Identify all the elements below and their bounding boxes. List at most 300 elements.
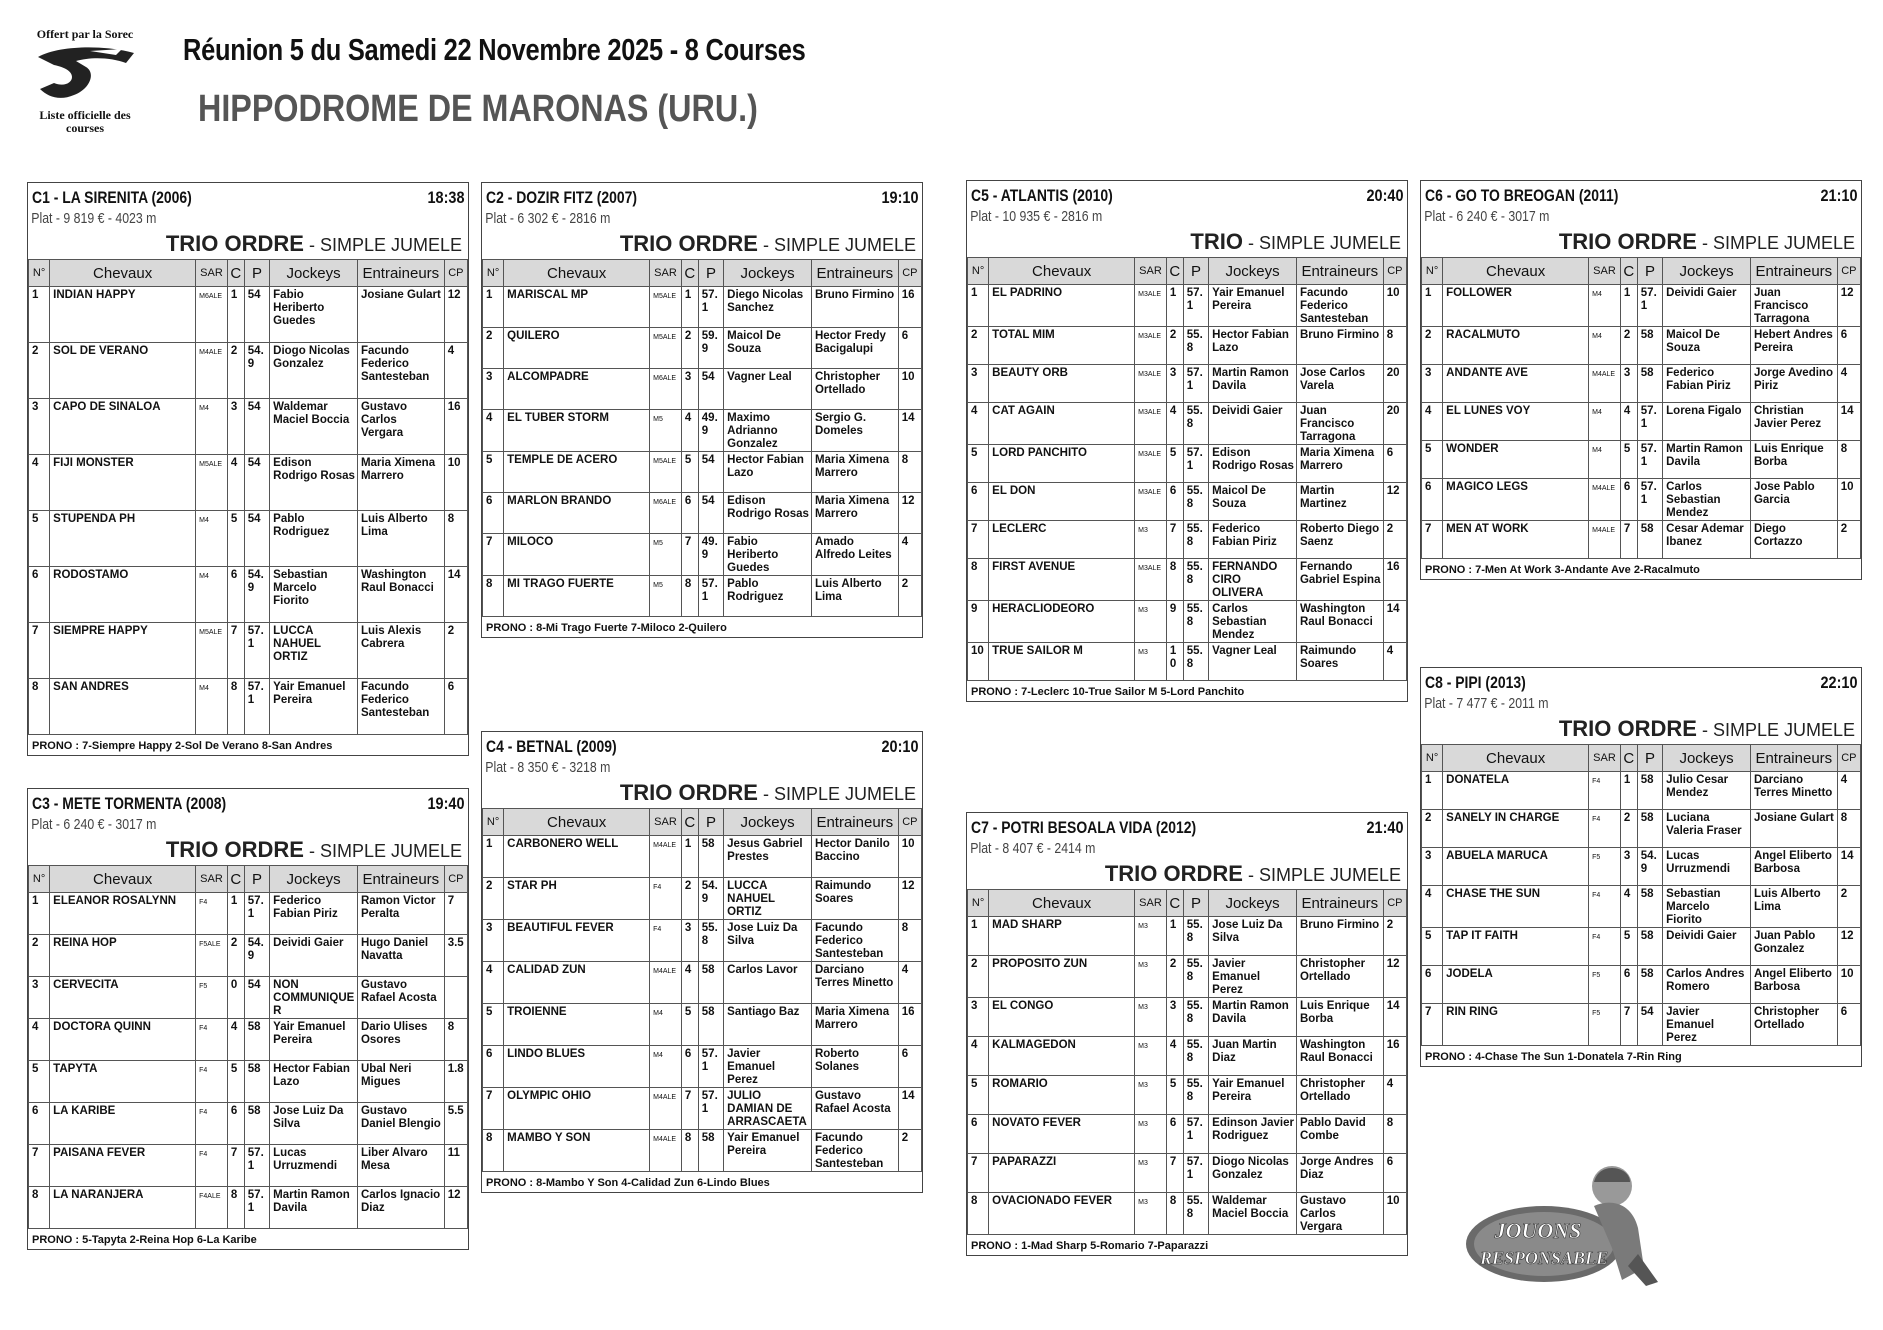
runner-number: 5 (29, 1061, 50, 1103)
horse-name: CERVECITA (50, 977, 196, 1019)
column-header: SAR (1589, 745, 1621, 772)
runner-cp: 2 (444, 623, 467, 679)
runner-cp: 1.8 (444, 1061, 467, 1103)
jockey-name: LUCCA NAHUEL ORTIZ (724, 878, 812, 920)
jockey-name: Jose Luiz Da Silva (1209, 917, 1297, 956)
runner-corde: 5 (1620, 928, 1637, 966)
table-row (968, 483, 1407, 521)
runner-poids: 54.9 (698, 878, 723, 920)
runner-poids: 54.9 (244, 567, 269, 623)
runner-sar: M3ALE (1135, 365, 1167, 403)
runner-corde: 8 (681, 1130, 698, 1172)
runner-poids: 55.8 (1183, 521, 1208, 559)
sorec-logo (25, 28, 145, 146)
runner-number: 2 (29, 935, 50, 977)
runner-poids: 54 (244, 287, 269, 343)
jockey-name: Cesar Ademar Ibanez (1663, 521, 1751, 559)
table-row (483, 920, 922, 962)
prono-line: PRONO : 4-Chase The Sun 1-Donatela 7-Rin Ring (1425, 1051, 1682, 1063)
horse-name: MAD SHARP (989, 917, 1135, 956)
table-row (968, 917, 1407, 956)
runner-poids: 57.1 (1637, 441, 1662, 479)
runner-number: 2 (483, 878, 504, 920)
runner-sar: F4 (196, 1019, 228, 1061)
column-header: N° (1422, 745, 1443, 772)
jockey-name: Yair Emanuel Pereira (1209, 1076, 1297, 1115)
trainer-name: Pablo David Combe (1296, 1115, 1383, 1154)
bet-main: TRIO ORDRE (165, 231, 304, 256)
runner-sar: M4 (1589, 441, 1621, 479)
runner-cp: 6 (444, 679, 467, 735)
table-row (29, 1187, 468, 1229)
runner-corde: 2 (1166, 327, 1183, 365)
horse-name: STUPENDA PH (50, 511, 196, 567)
trainer-name: Juan Francisco Tarragona (1750, 285, 1837, 327)
race-name: C1 - LA SIRENITA (2006) (32, 188, 192, 207)
column-header: P (244, 866, 269, 893)
runner-sar: M4 (196, 511, 228, 567)
runner-cp: 10 (1383, 285, 1406, 327)
runner-cp: 2 (1837, 521, 1860, 559)
runner-cp: 6 (1383, 1154, 1406, 1193)
trainer-name: Roberto Solanes (811, 1046, 898, 1088)
runner-cp: 12 (1837, 285, 1860, 327)
runner-sar: M3 (1135, 643, 1167, 681)
runner-number: 7 (483, 534, 504, 576)
horse-name: MEN AT WORK (1443, 521, 1589, 559)
trainer-name: Maria Ximena Marrero (357, 455, 444, 511)
runner-cp: 12 (1383, 956, 1406, 998)
bet-types (1421, 229, 1861, 257)
runner-sar: M6ALE (196, 287, 228, 343)
runner-corde: 4 (681, 962, 698, 1004)
venue-title: HIPPODROME DE MARONAS (URU.) (198, 88, 758, 130)
prono-line: PRONO : 8-Mi Trago Fuerte 7-Miloco 2-Quilero (486, 622, 727, 634)
runner-number: 5 (1422, 928, 1443, 966)
runners-table (967, 257, 1407, 681)
runner-number: 7 (1422, 521, 1443, 559)
runner-corde: 2 (1166, 956, 1183, 998)
trainer-name: Facundo Federico Santesteban (811, 1130, 898, 1172)
trainer-name: Luis Alberto Lima (811, 576, 898, 617)
horse-name: SAN ANDRES (50, 679, 196, 735)
runner-sar: F4 (1589, 810, 1621, 848)
bet-types (967, 861, 1407, 889)
table-row (29, 287, 468, 343)
runner-cp: 8 (1837, 810, 1860, 848)
trainer-name: Christian Javier Perez (1750, 403, 1837, 441)
column-header: CP (444, 260, 467, 287)
trainer-name: Roberto Diego Saenz (1296, 521, 1383, 559)
runner-corde: 7 (227, 1145, 244, 1187)
table-row (29, 455, 468, 511)
column-header: CP (1837, 258, 1860, 285)
trainer-name: Luis Enrique Borba (1750, 441, 1837, 479)
runner-sar: F5ALE (196, 935, 228, 977)
jockey-name: Martin Ramon Davila (1209, 998, 1297, 1037)
trainer-name: Liber Alvaro Mesa (357, 1145, 444, 1187)
trainer-name: Diego Cortazzo (1750, 521, 1837, 559)
prono-line: PRONO : 5-Tapyta 2-Reina Hop 6-La Karibe (32, 1234, 257, 1246)
column-header: Jockeys (270, 866, 358, 893)
column-header: Entraineurs (1296, 258, 1383, 285)
runner-corde: 3 (1620, 365, 1637, 403)
trainer-name: Bruno Firmino (811, 287, 898, 328)
runner-poids: 57.1 (1183, 365, 1208, 403)
horse-name: KALMAGEDON (989, 1037, 1135, 1076)
runner-corde: 1 (1620, 285, 1637, 327)
jockey-name: Edison Rodrigo Rosas (1209, 445, 1297, 483)
runner-sar: M3ALE (1135, 285, 1167, 327)
runner-number: 4 (1422, 886, 1443, 928)
runner-sar: M3 (1135, 1037, 1167, 1076)
column-header: P (1183, 258, 1208, 285)
trainer-name: Darciano Terres Minetto (811, 962, 898, 1004)
column-header: Chevaux (50, 260, 196, 287)
table-row (483, 576, 922, 617)
jockey-name: Yair Emanuel Pereira (1209, 285, 1297, 327)
runner-corde: 2 (681, 878, 698, 920)
table-row (483, 1004, 922, 1046)
jockey-name: Javier Emanuel Perez (1209, 956, 1297, 998)
runner-corde: 5 (681, 452, 698, 493)
horse-name: MAGICO LEGS (1443, 479, 1589, 521)
runner-sar: M4 (196, 567, 228, 623)
trainer-name: Hector Danilo Baccino (811, 836, 898, 878)
column-header: Entraineurs (811, 260, 898, 287)
column-header: N° (29, 260, 50, 287)
horse-name: EL LUNES VOY (1443, 403, 1589, 441)
runner-cp: 10 (898, 836, 921, 878)
horse-name: PAISANA FEVER (50, 1145, 196, 1187)
runner-corde: 4 (227, 1019, 244, 1061)
trainer-name: Maria Ximena Marrero (811, 493, 898, 534)
runner-corde: 8 (681, 576, 698, 617)
runner-sar: M4ALE (196, 343, 228, 399)
race-name: C6 - GO TO BREOGAN (2011) (1425, 186, 1619, 205)
runner-poids: 57.1 (244, 893, 269, 935)
horse-name: ABUELA MARUCA (1443, 848, 1589, 886)
runner-poids: 55.8 (1183, 1193, 1208, 1235)
runner-corde: 6 (1166, 1115, 1183, 1154)
runner-sar: M4ALE (650, 1130, 682, 1172)
jockey-name: Waldemar Maciel Boccia (1209, 1193, 1297, 1235)
trainer-name: Gustavo Daniel Blengio (357, 1103, 444, 1145)
runner-number: 7 (483, 1088, 504, 1130)
column-header: Jockeys (1663, 745, 1751, 772)
table-row (1422, 772, 1861, 810)
runner-number: 6 (483, 1046, 504, 1088)
jockey-name: Santiago Baz (724, 1004, 812, 1046)
runner-cp: 16 (898, 1004, 921, 1046)
table-row (29, 399, 468, 455)
jockey-name: Jesus Gabriel Prestes (724, 836, 812, 878)
runner-poids: 57.1 (1183, 1154, 1208, 1193)
column-header: N° (968, 890, 989, 917)
runner-number: 10 (968, 643, 989, 681)
trainer-name: Washington Raul Bonacci (1296, 601, 1383, 643)
race-time: 22:10 (1820, 673, 1857, 692)
trainer-name: Hebert Andres Pereira (1750, 327, 1837, 365)
runner-poids: 54 (698, 452, 723, 493)
column-header: Chevaux (50, 866, 196, 893)
runner-corde: 4 (681, 410, 698, 452)
trainer-name: Luis Alberto Lima (1750, 886, 1837, 928)
column-header: Entraineurs (1750, 258, 1837, 285)
trainer-name: Facundo Federico Santesteban (357, 679, 444, 735)
bet-rest: - SIMPLE JUMELE (1696, 720, 1855, 740)
table-row (1422, 928, 1861, 966)
jockey-name: Javier Emanuel Perez (1663, 1004, 1751, 1046)
table-row (968, 1076, 1407, 1115)
jockey-name: Fabio Heriberto Guedes (724, 534, 812, 576)
runner-poids: 58 (244, 1103, 269, 1145)
table-row (968, 1115, 1407, 1154)
runner-corde: 3 (1620, 848, 1637, 886)
trainer-name: Gustavo Carlos Vergara (1296, 1193, 1383, 1235)
runner-corde: 1 (1620, 772, 1637, 810)
runner-number: 6 (968, 1115, 989, 1154)
logo-top-text: Offert par la Sorec (36, 27, 134, 41)
runner-number: 1 (968, 285, 989, 327)
trainer-name: Angel Eliberto Barbosa (1750, 848, 1837, 886)
horse-name: MI TRAGO FUERTE (504, 576, 650, 617)
table-row (968, 327, 1407, 365)
runner-sar: F4ALE (196, 1187, 228, 1229)
horse-name: SOL DE VERANO (50, 343, 196, 399)
horse-name: FIRST AVENUE (989, 559, 1135, 601)
horse-name: MARISCAL MP (504, 287, 650, 328)
runner-sar: M4 (196, 679, 228, 735)
jouons-text: JOUONS (1494, 1218, 1582, 1243)
runner-cp: 16 (1383, 559, 1406, 601)
runner-cp: 7 (444, 893, 467, 935)
runner-sar: M5ALE (650, 452, 682, 493)
table-row (29, 567, 468, 623)
horse-name: SANELY IN CHARGE (1443, 810, 1589, 848)
horse-name: CARBONERO WELL (504, 836, 650, 878)
runner-sar: M4 (650, 1046, 682, 1088)
table-row (483, 962, 922, 1004)
runner-cp: 2 (1837, 886, 1860, 928)
horse-name: LECLERC (989, 521, 1135, 559)
runner-poids: 57.1 (698, 1046, 723, 1088)
runner-corde: 8 (1166, 1193, 1183, 1235)
column-header: P (698, 809, 723, 836)
prono-line: PRONO : 7-Leclerc 10-True Sailor M 5-Lord Panchito (971, 686, 1245, 698)
trainer-name: Washington Raul Bonacci (1296, 1037, 1383, 1076)
horse-name: BEAUTY ORB (989, 365, 1135, 403)
runner-number: 6 (1422, 966, 1443, 1004)
runners-table (1421, 257, 1861, 559)
column-header: P (244, 260, 269, 287)
jockey-name: Carlos Andres Romero (1663, 966, 1751, 1004)
table-row (968, 1193, 1407, 1235)
table-row (29, 1061, 468, 1103)
horse-name: NOVATO FEVER (989, 1115, 1135, 1154)
runner-cp: 6 (898, 1046, 921, 1088)
table-row (968, 643, 1407, 681)
runner-poids: 57.1 (244, 623, 269, 679)
runner-poids: 57.1 (1183, 1115, 1208, 1154)
runner-poids: 58 (698, 836, 723, 878)
runner-sar: M3 (1135, 1115, 1167, 1154)
race-info: Plat - 6 240 € - 3017 m (1424, 208, 1550, 225)
runner-poids: 58 (1637, 327, 1662, 365)
jockey-name: Martin Ramon Davila (1209, 365, 1297, 403)
runner-sar: M3ALE (1135, 327, 1167, 365)
runner-poids: 54.9 (244, 935, 269, 977)
runner-number: 1 (1422, 772, 1443, 810)
column-header: Jockeys (724, 809, 812, 836)
column-header: Chevaux (989, 258, 1135, 285)
trainer-name: Raimundo Soares (811, 878, 898, 920)
race-time: 18:38 (427, 188, 464, 207)
trainer-name: Bruno Firmino (1296, 917, 1383, 956)
column-header: Entraineurs (357, 260, 444, 287)
horse-name: REINA HOP (50, 935, 196, 977)
runner-number: 8 (29, 1187, 50, 1229)
runner-sar: M4 (1589, 327, 1621, 365)
table-row (968, 403, 1407, 445)
runner-number: 1 (968, 917, 989, 956)
runner-sar: F4 (650, 878, 682, 920)
table-row (1422, 1004, 1861, 1046)
runner-cp: 20 (1383, 403, 1406, 445)
bet-types (28, 837, 468, 865)
table-row (483, 1130, 922, 1172)
race-time: 20:40 (1366, 186, 1403, 205)
runner-poids: 57.1 (244, 1187, 269, 1229)
runner-number: 7 (1422, 1004, 1443, 1046)
table-row (968, 365, 1407, 403)
jockey-name: Lucas Urruzmendi (1663, 848, 1751, 886)
table-row (29, 511, 468, 567)
horse-name: STAR PH (504, 878, 650, 920)
runner-cp: 12 (444, 287, 467, 343)
column-header: CP (1383, 890, 1406, 917)
race-name: C5 - ATLANTIS (2010) (971, 186, 1113, 205)
runner-sar: M4ALE (650, 962, 682, 1004)
runner-poids: 58 (1637, 521, 1662, 559)
runner-corde: 7 (1166, 1154, 1183, 1193)
runners-table (482, 259, 922, 617)
column-header: Chevaux (504, 260, 650, 287)
runner-poids: 58 (698, 962, 723, 1004)
bet-main: TRIO ORDRE (619, 780, 758, 805)
runner-number: 7 (968, 1154, 989, 1193)
runner-number: 4 (483, 410, 504, 452)
jockey-name: Waldemar Maciel Boccia (270, 399, 358, 455)
bet-main: TRIO ORDRE (1104, 861, 1243, 886)
runner-number: 8 (29, 679, 50, 735)
runner-number: 7 (29, 623, 50, 679)
runner-poids: 49.9 (698, 534, 723, 576)
race-name: C3 - METE TORMENTA (2008) (32, 794, 227, 813)
runner-corde: 6 (1166, 483, 1183, 521)
jockey-name: Deividi Gaier (1663, 285, 1751, 327)
runner-sar: M3 (1135, 521, 1167, 559)
bet-main: TRIO (1190, 229, 1243, 254)
column-header: C (227, 866, 244, 893)
runner-number: 4 (968, 403, 989, 445)
runner-sar: F4 (1589, 928, 1621, 966)
trainer-name: Jorge Avedino Piriz (1750, 365, 1837, 403)
horse-name: TAPYTA (50, 1061, 196, 1103)
jockey-name: Sebastian Marcelo Fiorito (1663, 886, 1751, 928)
runner-number: 4 (29, 455, 50, 511)
runner-cp: 6 (898, 328, 921, 369)
table-row (29, 935, 468, 977)
column-header: Chevaux (1443, 745, 1589, 772)
runner-number: 3 (483, 920, 504, 962)
column-header: C (1166, 258, 1183, 285)
runner-poids: 55.8 (698, 920, 723, 962)
jockey-name: Carlos Sebastian Mendez (1663, 479, 1751, 521)
horse-name: WONDER (1443, 441, 1589, 479)
race-card (27, 182, 469, 756)
jockey-name: Fabio Heriberto Guedes (270, 287, 358, 343)
runner-number: 6 (29, 1103, 50, 1145)
race-name: C8 - PIPI (2013) (1425, 673, 1526, 692)
runner-poids: 49.9 (698, 410, 723, 452)
runner-cp: 8 (898, 920, 921, 962)
bet-rest: - SIMPLE JUMELE (303, 235, 462, 255)
horse-name: MAMBO Y SON (504, 1130, 650, 1172)
race-time: 20:10 (881, 737, 918, 756)
horse-name: OLYMPIC OHIO (504, 1088, 650, 1130)
runner-poids: 54.9 (244, 343, 269, 399)
runner-cp: 16 (1383, 1037, 1406, 1076)
bet-types (482, 780, 922, 808)
runner-sar: M3 (1135, 601, 1167, 643)
column-header: Jockeys (270, 260, 358, 287)
runner-number: 2 (968, 956, 989, 998)
trainer-name: Carlos Ignacio Diaz (357, 1187, 444, 1229)
runner-corde: 1 (227, 893, 244, 935)
runner-poids: 55.8 (1183, 1076, 1208, 1115)
horse-name: MILOCO (504, 534, 650, 576)
runner-corde: 3 (681, 369, 698, 410)
bet-rest: - SIMPLE JUMELE (1242, 865, 1401, 885)
prono-line: PRONO : 1-Mad Sharp 5-Romario 7-Paparazzi (971, 1240, 1209, 1252)
trainer-name: Washington Raul Bonacci (357, 567, 444, 623)
race-info: Plat - 8 350 € - 3218 m (485, 759, 611, 776)
runner-sar: F5 (1589, 966, 1621, 1004)
runner-poids: 57.1 (244, 679, 269, 735)
runner-cp: 10 (1837, 479, 1860, 521)
runner-number: 3 (968, 365, 989, 403)
runner-number: 4 (483, 962, 504, 1004)
table-row (968, 285, 1407, 327)
runner-sar: M4ALE (1589, 479, 1621, 521)
runner-poids: 57.1 (244, 1145, 269, 1187)
runner-corde: 2 (227, 935, 244, 977)
runner-cp: 12 (1383, 483, 1406, 521)
horse-name: LINDO BLUES (504, 1046, 650, 1088)
runner-sar: M4 (196, 399, 228, 455)
runner-corde: 1 (227, 287, 244, 343)
runner-poids: 58 (244, 1061, 269, 1103)
runner-cp: 20 (1383, 365, 1406, 403)
table-row (968, 998, 1407, 1037)
table-row (1422, 886, 1861, 928)
runners-table (28, 865, 468, 1229)
column-header: P (1183, 890, 1208, 917)
runner-poids: 54 (244, 455, 269, 511)
trainer-name: Jorge Andres Diaz (1296, 1154, 1383, 1193)
column-header: SAR (196, 260, 228, 287)
